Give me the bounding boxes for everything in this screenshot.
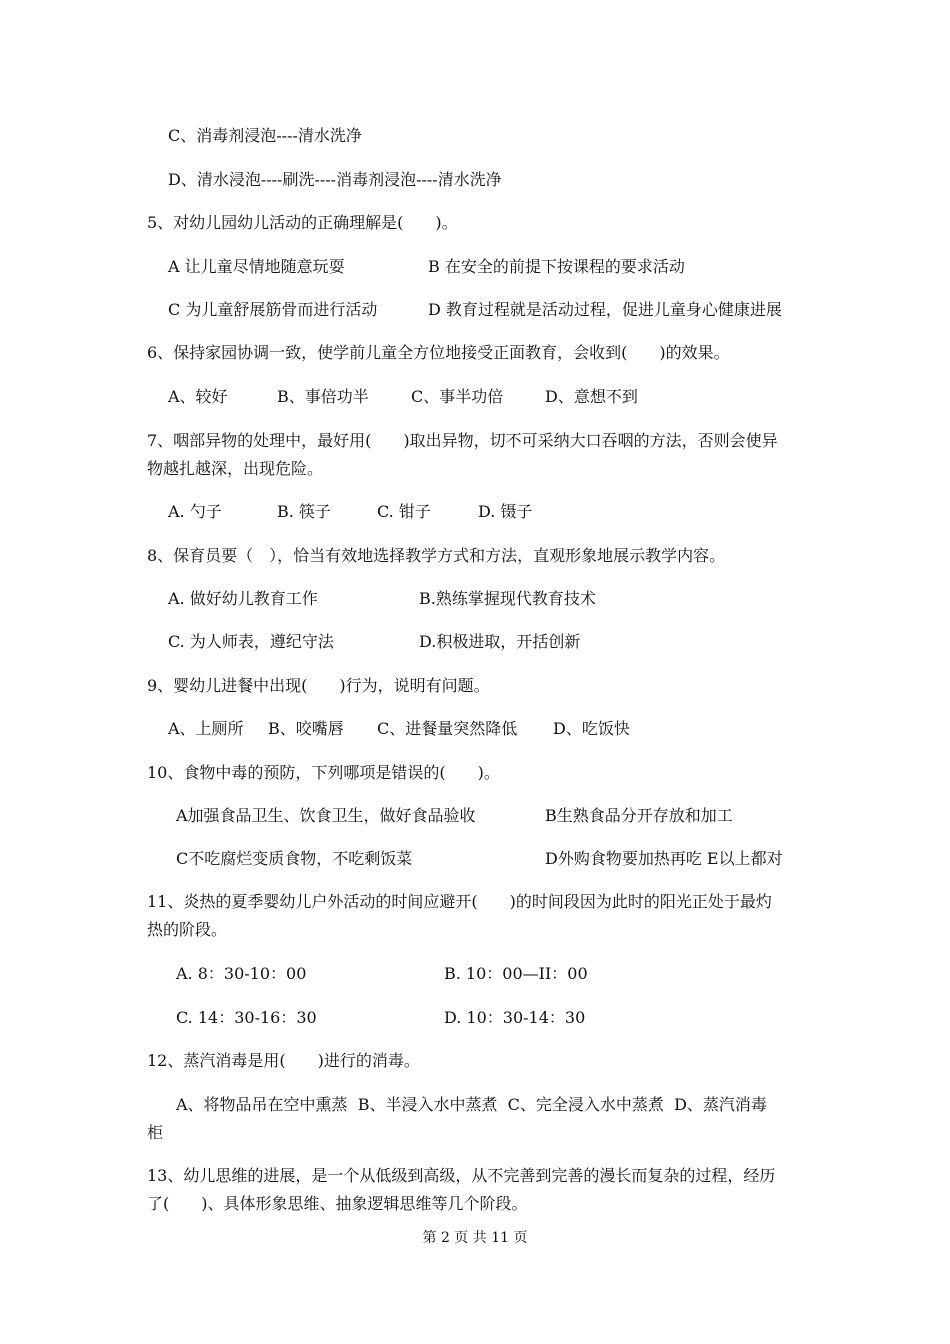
option-c-q10: C不吃腐烂变质食物，不吃剩饭菜 — [176, 849, 413, 868]
question-13-line1: 13、幼儿思维的进展，是一个从低级到高级，从不完善到完善的漫长而复杂的过程，经历 — [147, 1166, 776, 1185]
question-9: 9、婴幼儿进餐中出现( )行为，说明有问题。 — [147, 676, 490, 695]
option-a-q5: A 让儿童尽情地随意玩耍 — [168, 257, 345, 276]
option-c-q4: C、消毒剂浸泡----清水洗净 — [168, 126, 362, 145]
option-b-q11: B. 10：00—II：00 — [444, 964, 588, 983]
question-10: 10、食物中毒的预防，下列哪项是错误的( )。 — [147, 763, 500, 782]
option-d-q9: D、吃饭快 — [553, 719, 630, 738]
options-q12-line1: A、将物品吊在空中熏蒸 B、半浸入水中蒸煮 C、完全浸入水中蒸煮 D、蒸汽消毒 — [176, 1095, 767, 1114]
option-a-q9: A、上厕所 — [168, 719, 244, 738]
option-b-q10: B生熟食品分开存放和加工 — [545, 806, 733, 825]
option-b-q8: B.熟练掌握现代教育技术 — [419, 589, 596, 608]
option-d-q6: D、意想不到 — [545, 387, 638, 406]
option-b-q7: B. 筷子 — [277, 502, 331, 521]
question-7-line2: 物越扎越深，出现危险。 — [147, 459, 324, 478]
option-b-q6: B、事倍功半 — [277, 387, 369, 406]
option-c-q5: C 为儿童舒展筋骨而进行活动 — [168, 300, 378, 319]
question-5: 5、对幼儿园幼儿活动的正确理解是( )。 — [147, 213, 458, 232]
option-c-q11: C. 14：30-16：30 — [176, 1008, 317, 1027]
option-d-q11: D. 10：30-14：30 — [444, 1008, 586, 1027]
question-13-line2: 了( )、具体形象思维、抽象逻辑思维等几个阶段。 — [147, 1194, 528, 1213]
option-c-q6: C、事半功倍 — [411, 387, 504, 406]
question-7-line1: 7、咽部异物的处理中，最好用( )取出异物，切不可采纳大口吞咽的方法，否则会使异 — [147, 431, 778, 450]
option-c-q8: C. 为人师表，遵纪守法 — [168, 632, 334, 651]
option-d-q5: D 教育过程就是活动过程，促进儿童身心健康进展 — [428, 300, 782, 319]
question-11-line1: 11、炎热的夏季婴幼儿户外活动的时间应避开( )的时间段因为此时的阳光正处于最灼 — [147, 892, 772, 911]
option-a-q10: A加强食品卫生、饮食卫生，做好食品验收 — [176, 806, 476, 825]
option-b-q5: B 在安全的前提下按课程的要求活动 — [428, 257, 685, 276]
option-a-q7: A. 勺子 — [168, 502, 222, 521]
option-b-q9: B、咬嘴唇 — [268, 719, 344, 738]
option-c-q7: C. 钳子 — [377, 502, 431, 521]
option-d-q7: D. 镊子 — [478, 502, 533, 521]
option-d-q4: D、清水浸泡----刷洗----消毒剂浸泡----清水洗净 — [168, 170, 502, 189]
option-de-q10: D外购食物要加热再吃 E以上都对 — [545, 849, 783, 868]
options-q12-line2: 柜 — [147, 1123, 164, 1142]
question-12: 12、蒸汽消毒是用( )进行的消毒。 — [147, 1051, 420, 1070]
option-c-q9: C、进餐量突然降低 — [377, 719, 518, 738]
option-a-q8: A. 做好幼儿教育工作 — [168, 589, 318, 608]
option-a-q6: A、较好 — [168, 387, 228, 406]
question-11-line2: 热的阶段。 — [147, 920, 228, 939]
option-a-q11: A. 8：30-10：00 — [176, 964, 307, 983]
question-6: 6、保持家园协调一致，使学前儿童全方位地接受正面教育，会收到( )的效果。 — [147, 343, 730, 362]
option-d-q8: D.积极进取，开括创新 — [419, 632, 581, 651]
page-number-footer: 第 2 页 共 11 页 — [422, 1230, 528, 1246]
question-8: 8、保育员要（ ），恰当有效地选择教学方式和方法，直观形象地展示教学内容。 — [147, 546, 726, 565]
